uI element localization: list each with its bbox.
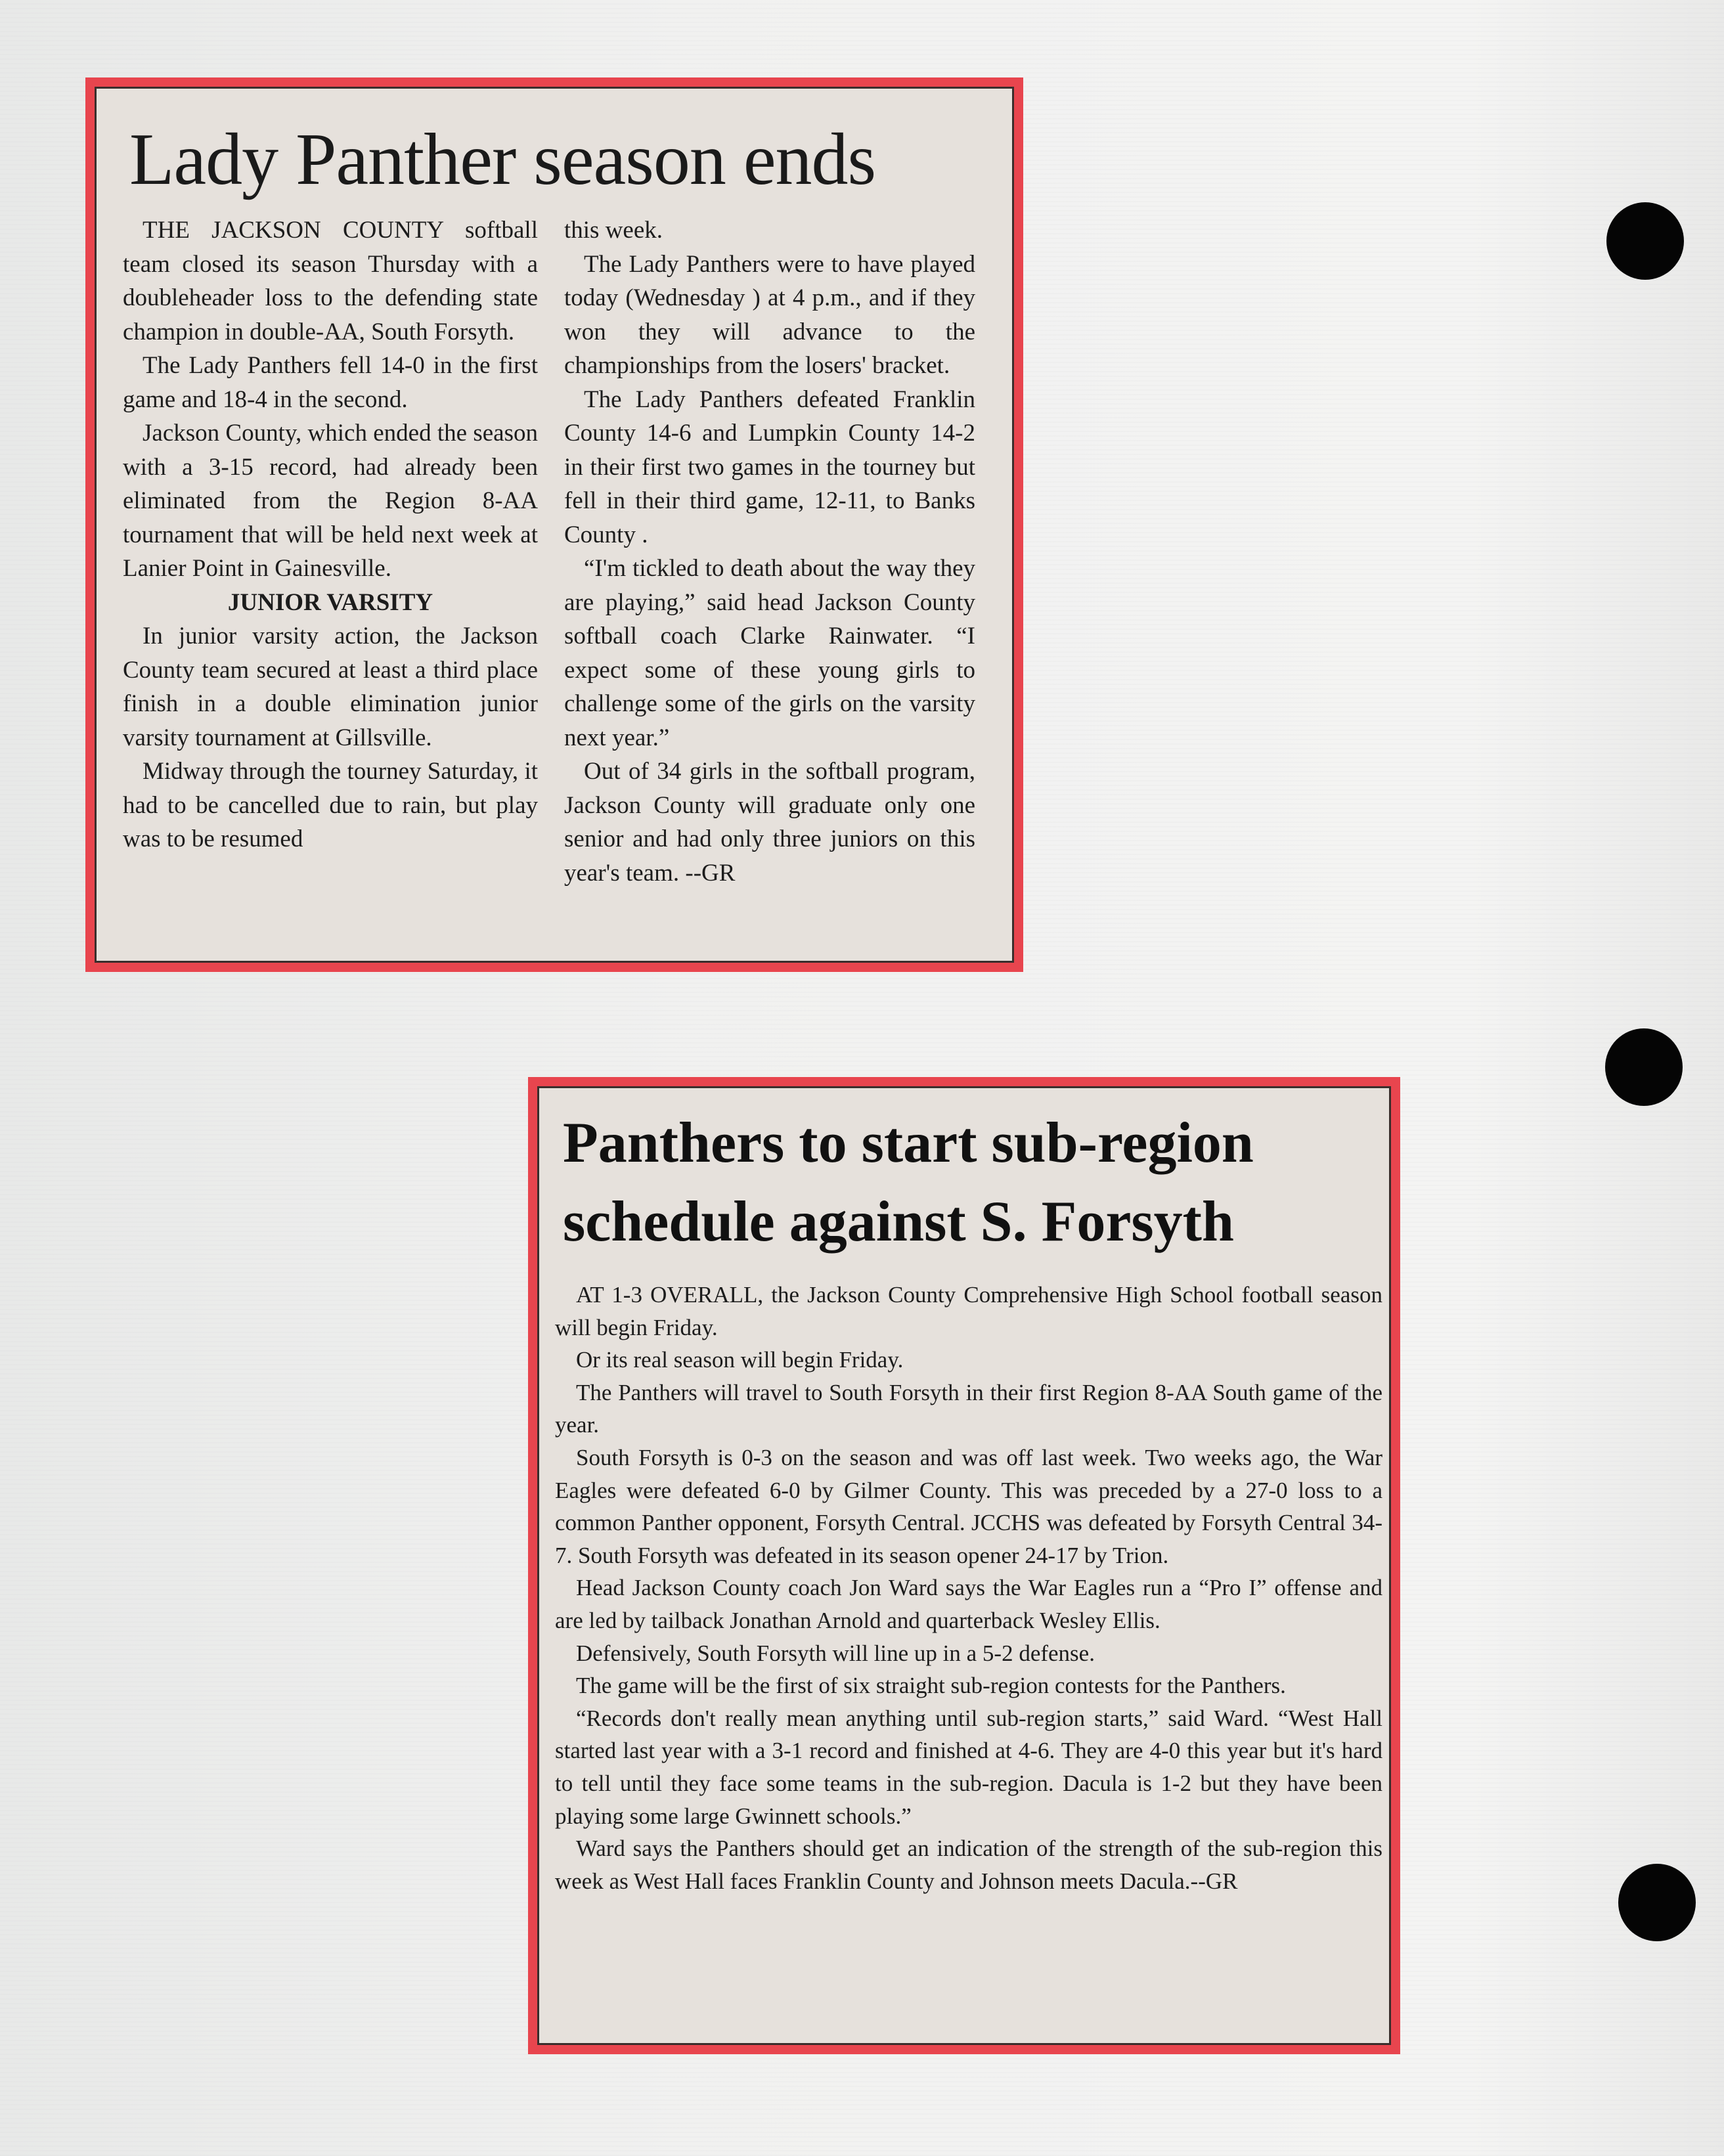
article-body bbox=[555, 1279, 1382, 1897]
paragraph: AT 1-3 OVERALL, the Jackson County Comprehensive High School football season will begin Friday. bbox=[555, 1282, 1382, 1340]
paragraph: Or its real season will begin Friday. bbox=[576, 1347, 904, 1373]
clipping-lady-panther bbox=[85, 77, 1023, 972]
clipping-border bbox=[95, 87, 1014, 963]
paragraph: “I'm tickled to death about the way they are playing,” said head Jackson County softball coach Clarke Rainwater. “I expect some of these young girls to challenge some of the girls on the varsity next year.” bbox=[564, 555, 975, 751]
paragraph: Head Jackson County coach Jon Ward says the War Eagles run a “Pro I” offense and are led by tailback Jonathan Arnold and quarterback Wesley Ellis. bbox=[555, 1575, 1382, 1633]
article-column-left bbox=[123, 213, 538, 856]
paragraph-continued: this week. bbox=[564, 217, 663, 244]
paragraph: In junior varsity action, the Jackson County team secured at least a third place finish in a double elimination junior varsity tournament at Gillsville. bbox=[123, 623, 538, 751]
paragraph: The game will be the first of six straight sub-region contests for the Panthers. bbox=[576, 1673, 1286, 1699]
paragraph: The Lady Panthers were to have played today (Wednesday ) at 4 p.m., and if they won they will advance to the championships from the losers' bracket. bbox=[564, 250, 975, 379]
paragraph: Defensively, South Forsyth will line up in a 5-2 defense. bbox=[576, 1640, 1095, 1666]
binder-hole-middle bbox=[1605, 1028, 1683, 1106]
clipping-border bbox=[537, 1086, 1391, 2045]
headline: Lady Panther season ends bbox=[129, 119, 876, 200]
paragraph: Midway through the tourney Saturday, it had to be cancelled due to rain, but play was to be resumed bbox=[123, 758, 538, 852]
clipping-panthers-sub-region bbox=[528, 1077, 1400, 2054]
paragraph: South Forsyth is 0-3 on the season and was off last week. Two weeks ago, the War Eagles were defeated 6-0 by Gilmer County. This was preceded by a 27-0 loss to a common Panther opponent, Forsyth Central. JCCHS was defeated by Forsyth Central 34-7. South Forsyth was defeated in its season opener 24-17 by Trion. bbox=[555, 1444, 1382, 1568]
paragraph: The Panthers will travel to South Forsyth in their first Region 8-AA South game of the year. bbox=[555, 1379, 1382, 1438]
subheading: JUNIOR VARSITY bbox=[227, 588, 433, 616]
paragraph: Out of 34 girls in the softball program, Jackson County will graduate only one senior and had only three juniors on this year's team. --GR bbox=[564, 758, 975, 887]
headline: Panthers to start sub-region schedule against S. Forsyth bbox=[563, 1111, 1254, 1254]
article-column-right bbox=[564, 213, 975, 890]
paragraph: Jackson County, which ended the season with a 3-15 record, had already been eliminated from the Region 8-AA tournament that will be held next week at Lanier Point in Gainesville. bbox=[123, 420, 538, 582]
paragraph: THE JACKSON COUNTY softball team closed its season Thursday with a doubleheader loss to the defending state champion in double-AA, South Forsyth. bbox=[123, 217, 538, 345]
paragraph: Ward says the Panthers should get an indication of the strength of the sub-region this week as West Hall faces Franklin County and Johnson meets Dacula.--GR bbox=[555, 1836, 1382, 1894]
binder-hole-bottom bbox=[1618, 1864, 1696, 1941]
paragraph: The Lady Panthers defeated Franklin County 14-6 and Lumpkin County 14-2 in their first two games in the tourney but fell in their third game, 12-11, to Banks County . bbox=[564, 385, 975, 548]
paragraph: “Records don't really mean anything until sub-region starts,” said Ward. “West Hall started last year with a 3-1 record and finished at 4-6. They are 4-0 this year but it's hard to tell until they face some teams in the sub-region. Dacula is 1-2 but they have been playing some large Gwinnett schools.” bbox=[555, 1705, 1382, 1829]
paragraph: The Lady Panthers fell 14-0 in the first game and 18-4 in the second. bbox=[123, 352, 538, 413]
binder-hole-top bbox=[1606, 202, 1684, 280]
